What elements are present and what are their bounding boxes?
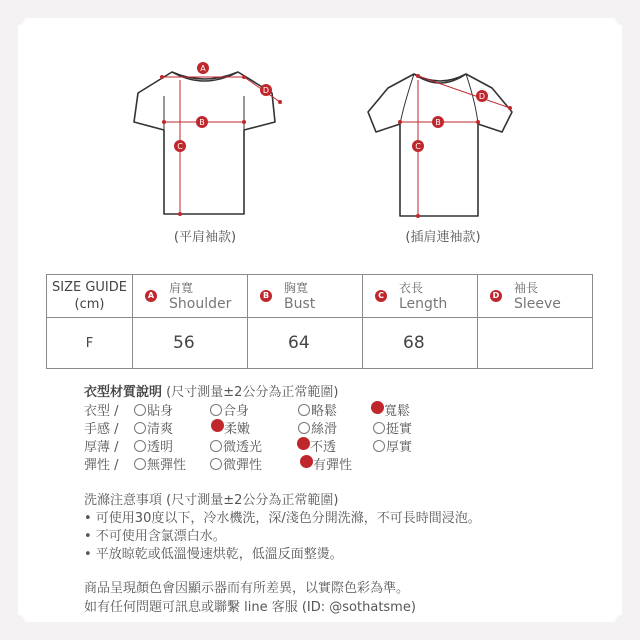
label-a: A	[200, 64, 206, 73]
label-d: D	[478, 92, 486, 101]
option-selected: 有彈性	[307, 454, 352, 473]
material-title: 衣型材質說明	[84, 385, 163, 400]
length-value: 68	[363, 318, 478, 369]
option-selected: 寬鬆	[378, 400, 410, 419]
selected-dot	[297, 437, 310, 450]
col-header-zh: 衣長	[399, 281, 424, 295]
col-header-en: Length	[399, 296, 448, 312]
caption-raglan: (插肩連袖款)	[405, 230, 481, 245]
row-label: 彈性 /	[84, 458, 119, 473]
col-header-en: Bust	[284, 296, 316, 312]
option: 清爽	[134, 418, 173, 437]
col-header-sleeve	[478, 275, 593, 318]
col-header-length	[363, 275, 478, 318]
option: 合身	[210, 400, 249, 419]
badge-d: D	[490, 290, 502, 302]
color-note: 商品呈現顏色會因顯示器而有所差異，以實際色彩為準。	[84, 581, 410, 596]
col-header-zh: 胸寬	[284, 281, 309, 295]
wash-item: • 可使用30度以下，冷水機洗，深/淺色分開洗滌，不可長時間浸泡。	[84, 511, 481, 526]
sleeve-value	[478, 318, 593, 369]
badge-a: A	[145, 290, 157, 302]
corner-notch	[11, 615, 25, 629]
col-header-bust	[248, 275, 363, 318]
option: 透明	[134, 436, 173, 455]
size-cell: F	[47, 318, 133, 369]
badge-b: B	[260, 290, 272, 302]
contact-note: 如有任何問題可訊息或聯繫 line 客服 (ID: @sothatsme)	[84, 600, 416, 615]
footer-notes	[84, 577, 564, 617]
table-header-row	[47, 275, 593, 318]
tshirt-diagram-set-in	[120, 50, 290, 225]
material-section	[84, 381, 544, 471]
col-header-shoulder	[133, 275, 248, 318]
caption-set-in: (平肩袖款)	[173, 230, 237, 245]
corner-notch	[11, 11, 25, 25]
option: 絲滑	[298, 418, 337, 437]
size-guide-unit: (cm)	[74, 297, 105, 312]
row-label: 厚薄 /	[84, 440, 119, 455]
bust-value: 64	[248, 318, 363, 369]
size-table	[46, 274, 593, 369]
option: 略鬆	[298, 400, 337, 419]
row-label: 手感 /	[84, 422, 119, 437]
wash-item: • 平放晾乾或低溫慢速烘乾，低溫反面整燙。	[84, 547, 343, 562]
option: 貼身	[134, 400, 173, 419]
option: 厚實	[373, 436, 412, 455]
col-header-zh: 袖長	[514, 281, 539, 295]
badge-c: C	[375, 290, 387, 302]
tshirt-diagram-raglan	[362, 60, 522, 230]
col-header-zh: 肩寬	[169, 281, 194, 295]
corner-notch	[615, 11, 629, 25]
row-label: 衣型 /	[84, 404, 119, 419]
wash-section	[84, 489, 564, 561]
material-note: (尺寸測量±2公分為正常範圍)	[166, 385, 339, 400]
corner-notch	[615, 615, 629, 629]
material-heading	[84, 381, 338, 400]
shoulder-value: 56	[133, 318, 248, 369]
selected-dot	[211, 419, 224, 432]
label-b: B	[199, 118, 205, 127]
label-b: B	[435, 118, 441, 127]
size-guide-header	[47, 275, 133, 318]
label-d: D	[262, 86, 270, 95]
selected-dot	[371, 401, 384, 414]
option: 微彈性	[210, 454, 262, 473]
wash-item: • 不可使用含氯漂白水。	[84, 529, 226, 544]
option: 微透光	[210, 436, 262, 455]
col-header-en: Sleeve	[514, 296, 561, 312]
selected-dot	[300, 455, 313, 468]
option: 挺實	[373, 418, 412, 437]
wash-title: 洗滌注意事項 (尺寸測量±2公分為正常範圍)	[84, 493, 339, 508]
label-c: C	[415, 142, 421, 151]
option-selected: 不透	[304, 436, 336, 455]
size-guide-label: SIZE GUIDE	[52, 280, 127, 295]
option: 無彈性	[134, 454, 186, 473]
option-selected: 柔嫩	[218, 418, 250, 437]
col-header-en: Shoulder	[169, 296, 232, 312]
label-c: C	[177, 142, 183, 151]
table-row	[47, 318, 593, 369]
